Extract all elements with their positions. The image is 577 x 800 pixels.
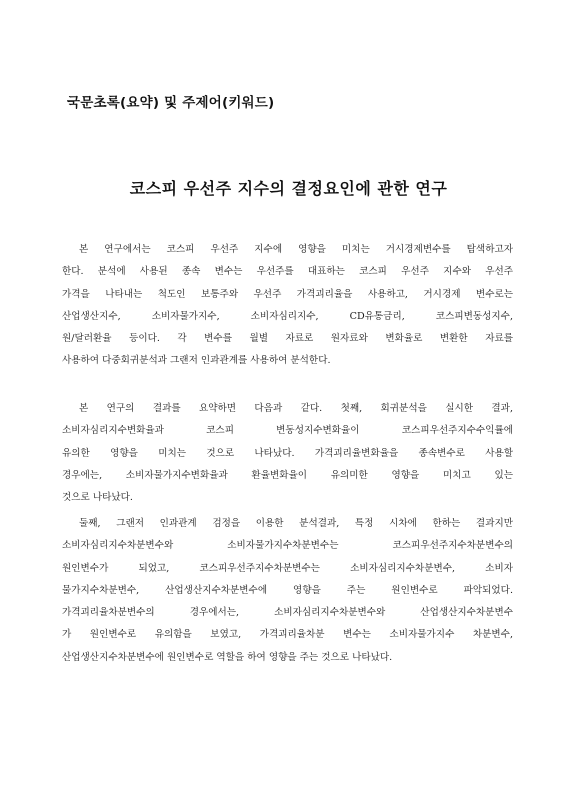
paragraph-line: 산업생산지수차분변수에 원인변수로 역할을 하여 영향을 주는 것으로 나타났다. <box>62 651 393 663</box>
paragraph-line: 유의한 영향을 미치는 것으로 나타났다. 가격괴리율변화율을 종속변수로 사용할 <box>62 447 513 459</box>
paragraph-line: 한다. 분석에 사용된 종속 변수는 우선주를 대표하는 코스피 우선주 지수와 우선주 <box>62 266 513 278</box>
paragraph-line: 경우에는, 소비자물가지수변화율과 환율변화율이 유의미한 영향을 미치고 있는 <box>62 469 513 481</box>
paragraph-line: 가격을 나타내는 척도인 보통주와 우선주 가격괴리율을 사용하고, 거시경제 변수로는 <box>62 288 513 300</box>
paragraph-line: 소비자심리지수변화율과 코스피 변동성지수변화율이 코스피우선주지수수익률에 <box>62 425 513 437</box>
paragraph-line: 가 원인변수로 유의함을 보였고, 가격괴리율차분 변수는 소비자물가지수 차분변수, <box>62 629 513 641</box>
paragraph-line: 본 연구의 결과를 요약하면 다음과 같다. 첫째, 회귀분석을 실시한 결과, <box>79 403 513 414</box>
paragraph-line: 산업생산지수, 소비자물가지수, 소비자심리지수, CD유통금리, 코스피변동성지수, <box>62 310 513 322</box>
document-title: 코스피 우선주 지수의 결정요인에 관한 연구 <box>129 179 448 198</box>
paragraph-line: 원/달러환율 등이다. 각 변수를 월별 자료로 원자료와 변화율로 변환한 자료를 <box>62 333 513 345</box>
abstract-paragraph-3 <box>62 513 513 669</box>
paragraph-line: 본 연구에서는 코스피 우선주 지수에 영향을 미치는 거시경제변수를 탐색하고자 <box>79 244 513 255</box>
abstract-paragraph-1 <box>62 239 513 373</box>
paragraph-line: 소비자심리지수차분변수와 소비자물가지수차분변수는 코스피우선주지수차분변수의 <box>62 540 513 552</box>
abstract-paragraph-2 <box>62 398 513 509</box>
paragraph-line: 사용하여 다중회귀분석과 그랜저 인과관계를 사용하여 분석한다. <box>62 355 331 367</box>
paragraph-line: 둘째, 그랜저 인과관계 검정을 이용한 분석결과, 특정 시차에 한하는 결과지만 <box>79 518 513 529</box>
paragraph-line: 것으로 나타났다. <box>62 492 133 504</box>
paragraph-line: 원인변수가 되었고, 코스피우선주지수차분변수는 소비자심리지수차분변수, 소비자 <box>62 562 513 574</box>
section-heading: 국문초록(요약) 및 주제어(키워드) <box>67 95 275 111</box>
paragraph-line: 물가지수차분변수, 산업생산지수차분변수에 영향을 주는 원인변수로 파악되었다. <box>62 584 513 596</box>
paragraph-line: 가격괴리율차분변수의 경우에서는, 소비자심리지수차분변수와 산업생산지수차분변수 <box>62 607 513 619</box>
